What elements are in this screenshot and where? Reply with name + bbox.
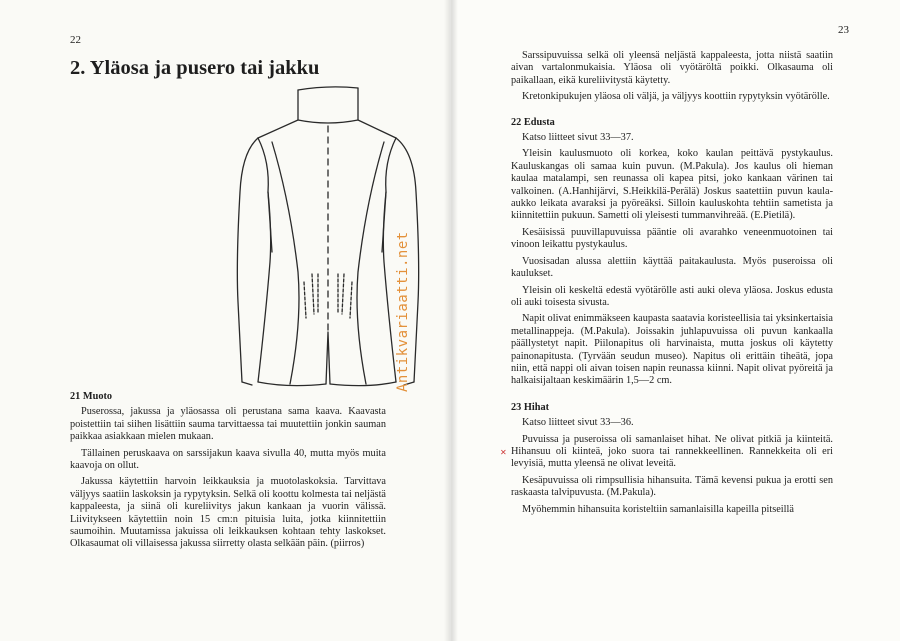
margin-mark: ✕ [500,448,507,457]
left-sleeve-cuff [242,382,252,385]
page-number-right: 23 [838,24,849,36]
right-text-column [511,50,833,520]
left-side-seam [258,192,271,382]
paragraph: Myöhemmin hihansuita koristeltiin samanlaisilla kapeilla pitseillä [522,503,794,515]
paragraph: Katso liitteet sivut 33—37. [522,132,634,144]
boning-left-1 [312,274,314,314]
hem-right [330,382,396,386]
boning-left-3 [304,282,306,318]
collar-bottom [298,120,358,123]
paragraph: Yleisin kaulusmuoto oli korkea, koko kaulan peittävä pystykaulus. Kauluskangas oli samaa kuin puvun. (M.Pakula). Jos kaulus oli hieman kaulaa matalampi, sen reunassa oli kapea pitsi, joko kankaan värinen tai valkoinen. (A.Hanhijärvi, S.Heikkilä-Perälä) Joskus saatettiin puvun kaula-aukko leikata avaraksi ja pyöreäksi. Silloin kauluskohta tehtiin sametista ja kiinnitettiin pukuun. Sametti oli yleisesti tummanvihreää. (E.Pietilä). [511,148,833,222]
hem-left [258,382,326,386]
paragraph: Puvuissa ja puseroissa oli samanlaiset hihat. Ne olivat pitkiä ja kiinteitä. Hihansuu oli kiinteä, joko suora tai rannekkeellinen. Rannekkeita oli eri levyisiä, mutta yleensä ne olivat leveitä. [511,433,833,470]
paragraph: Vuosisadan alussa alettiin käyttää paitakaulusta. Myös puseroissa oli kaulukset. [511,255,833,280]
watermark: Antikvariaatti.net [395,231,411,392]
paragraph: Kesäpuvuissa oli rimpsullisia hihansuita. Tämä kevensi pukua ja erotti sen raskaasta talvipuvusta. (M.Pakula). [511,474,833,499]
paragraph: Kretonkipukujen yläosa oli väljä, ja väljyys koottiin rypytyksin vyötärölle. [522,91,830,103]
right-armhole [382,138,396,252]
paragraph: Tällainen peruskaava on sarssijakun kaava sivulla 40, mutta myös muita kaavoja on ollut. [70,447,386,472]
paragraph: Napit olivat enimmäkseen kaupasta saatavia koristeellisia tai yksinkertaisia metallinappeja. (M.Pakula). Joissakin juhlapuvuissa oli puvun kankaalla päällystetyt napit. Piilonapitus oli harvinaista, mutta joskus oli käytetty painonapitusta. (Tyrvään seudun museo). Napitus oli erittäin tiheätä, jopa niin, että nappi oli aivan toisen napin reunassa kiinni. Napit olivat pyöreitä ja halkaisijaltaan keskimäärin 1,5—2 cm. [511,313,833,387]
right-shoulder [358,120,396,138]
collar-top [298,87,358,90]
book-gutter [444,0,458,641]
paragraph: Jakussa käytettiin harvoin leikkauksia ja muotolaskoksia. Tarvittava väljyys saatiin laskoksin ja rypytyksin. Selkä oli koottu kolmesta tai neljästä kappaleesta, ja siinä oli kureliivitys jakun kankaan ja vuorin välissä. Liivitykseen käytettiin noin 15 cm:n pituisia luita, jotka kiinnitettiin saumoihin. Muutamissa jakuissa oli leikkauksen kohtaan tehty laskokset. Olkasaumat oli villaisessa jakussa siirretty olasta selkään päin. (piirros) [70,476,386,550]
left-text-column [70,391,386,555]
right-panel-seam [357,142,384,384]
boning-right-2 [342,274,344,314]
paragraph: Kesäisissä puuvillapuvuissa pääntie oli avarahko veneenmuotoinen tai vinoon leikattu pystykaulus. [511,226,833,251]
left-shoulder [258,120,298,138]
left-sleeve-outer [237,138,258,382]
section-heading-23: 23 Hihat [511,401,550,413]
page-number-left: 22 [70,34,81,46]
paragraph: Puserossa, jakussa ja yläosassa oli perustana sama kaava. Kaavasta poistettiin tai siihen lisättiin sauma tarvittaessa tai muutettiin jonkin sauman paikkaa asiakkaan mielen mukaan. [70,406,386,443]
left-armhole [258,138,272,252]
boning-right-3 [350,282,352,318]
section-heading-21: 21 Muoto [70,391,113,402]
paragraph: Yleisin oli keskeltä edestä vyötärölle asti auki oleva yläosa. Joskus edusta oli auki toisesta sivusta. [511,284,833,308]
center-vent [326,332,330,384]
paragraph: Sarssipuvuissa selkä oli yleensä neljästä kappaleesta, jotta niistä saatiin aivan vartalonmukaisia. Yläosa oli vyötäröltä poikki. Olkasauma oli paikallaan, eikä kureliivitystä käytetty. [511,50,833,86]
left-panel-seam [272,142,299,384]
chapter-title: 2. Yläosa ja pusero tai jakku [70,57,320,79]
paragraph: Katso liitteet sivut 33—36. [522,417,634,429]
section-heading-22: 22 Edusta [511,116,555,128]
